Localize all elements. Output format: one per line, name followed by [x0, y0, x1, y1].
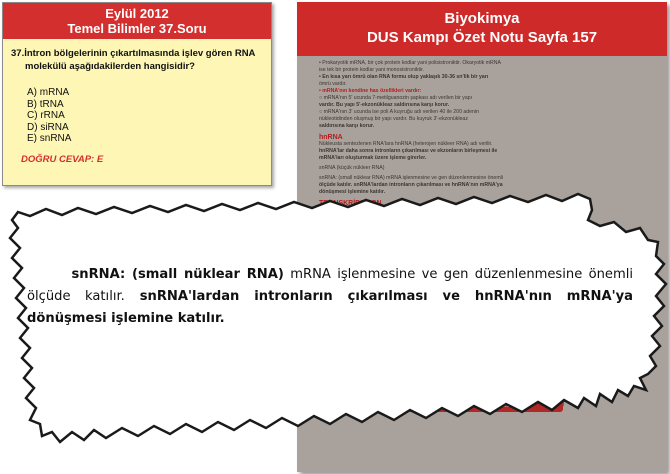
body-line: ○ mRNA'nın 5' ucunda 7-metilguanozin şapkası adı verilen bir yapı — [319, 95, 473, 101]
body-line: dönüşmesi işlemine katılır. — [319, 189, 386, 195]
body-line: Nükleusta sentezlenen RNA'lara hnRNA (heterojen nükleer RNA) adı verilir. — [319, 141, 493, 147]
correct-answer: DOĞRU CEVAP: E — [21, 154, 104, 165]
body-line: • mRNA'nın kendine has özellikleri vardır: — [319, 88, 422, 94]
option-a: A) mRNA — [27, 87, 70, 98]
body-line: ○ mRNA'nın 3' ucunda ise poli A kuyruğu adı verilen 40 ile 200 adenin — [319, 109, 479, 115]
option-b: B) tRNA — [27, 98, 64, 110]
option-c: C) rRNA — [27, 110, 65, 122]
section-heading-hnrna: hnRNA — [319, 134, 343, 141]
body-line: ise tek bir protein kodlar yani monosistroniktir. — [319, 67, 424, 73]
body-line: saldırısına karşı korur. — [319, 123, 375, 129]
callout-bold-statement: snRNA'lardan intronların çıkarılması ve hnRNA'nın mRNA'ya dönüşmesi işlemine katılır. — [27, 289, 633, 326]
body-line: mRNA'ları oluşturmak üzere işleme girerler. — [319, 155, 427, 161]
callout-text — [27, 264, 633, 330]
section-heading-transkripsiyon: TRANSKRİPSİYON — [319, 200, 382, 207]
body-line: ömrü vardır. — [319, 81, 347, 87]
option-d: D) siRNA — [27, 121, 69, 133]
page-title: Biyokimya — [444, 10, 520, 27]
page-subtitle: DUS Kampı Özet Notu Sayfa 157 — [366, 29, 598, 46]
question-line: molekülü aşağıdakilerden hangisidir? — [25, 61, 195, 72]
body-line: nükleotidinden oluşmuş bir yapı vardır. Bu kuyruk 3'-ekzonükleaz — [319, 116, 468, 122]
question-line: 37.İntron bölgelerinin çıkartılmasında işlev gören RNA — [11, 48, 256, 59]
body-line: snRNA: (small nüklear RNA) mRNA işlenmesine ve gen düzenlenmesine önemli — [319, 175, 503, 181]
body-line: • Prokaryotik mRNA, bir çok protein kodlar yani polisistroniktir. Ökaryotik mRNA — [319, 60, 501, 66]
exam-section: Temel Bilimler 37.Soru — [67, 21, 207, 36]
exam-date: Eylül 2012 — [105, 6, 169, 21]
body-line: hnRNA'lar daha sonra intronların çıkarılması ve ekzonların birleşmesi ile — [319, 148, 498, 154]
callout-normal-text: mRNA işlenmesine ve gen düzenlenmesine önemli ölçüde katılır. — [27, 267, 633, 304]
body-line: • En kısa yarı ömrü olan RNA formu olup yaklaşık 30-36 sn'lik bir yarı — [319, 74, 489, 80]
callout-bold-term: snRNA: (small nüklear RNA) — [71, 267, 284, 282]
body-line: vardır. Bu yapı 5'-ekzonükleaz saldırısına karşı korur. — [319, 102, 450, 108]
body-line: snRNA (küçük nükleer RNA) — [319, 165, 385, 171]
body-line: ölçüde katılır. snRNA'lardan intronların çıkarılması ve hnRNA'nın mRNA'ya — [319, 182, 503, 188]
option-e: E) snRNA — [27, 133, 72, 145]
